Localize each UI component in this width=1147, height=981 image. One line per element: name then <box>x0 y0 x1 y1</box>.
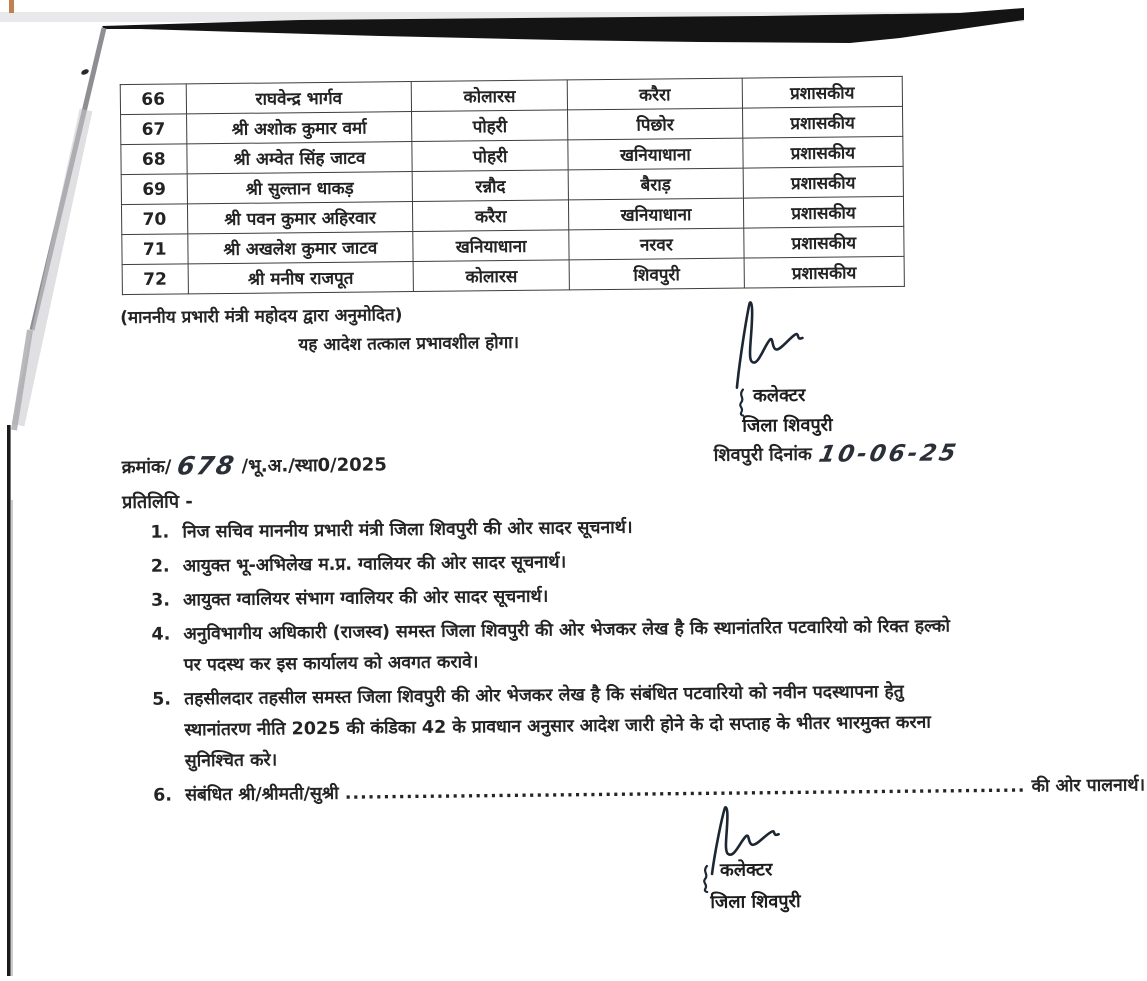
to-tehsil-cell: खनियाधाना <box>568 198 743 230</box>
order-type-cell: प्रशासकीय <box>742 106 903 138</box>
handwritten-date: 10-06-25 <box>816 440 962 468</box>
name-cell: राघवेन्द्र भार्गव <box>186 82 412 114</box>
order-type-cell: प्रशासकीय <box>743 136 904 168</box>
from-tehsil-cell: कोलारस <box>412 80 568 112</box>
date-line <box>713 438 962 468</box>
to-tehsil-cell: खनियाधाना <box>568 138 743 170</box>
from-tehsil-cell: करैरा <box>413 200 569 232</box>
name-cell: श्री पवन कुमार अहिरवार <box>187 202 413 234</box>
copy-item-text: आयुक्त भू-अभिलेख म.प्र. ग्वालियर की ओर सादर सूचनार्थ। <box>182 552 567 577</box>
copy-item <box>150 509 950 548</box>
signature-stroke-icon <box>722 297 823 390</box>
copy-item-text-suffix: की ओर पालनार्थ। <box>1025 775 1146 797</box>
order-type-cell: प्रशासकीय <box>744 226 905 258</box>
copy-item-number: 4. <box>151 624 171 645</box>
serial-cell: 71 <box>122 234 188 265</box>
effective-note: यह आदेश तत्काल प्रभावशील होगा। <box>298 332 520 356</box>
name-cell: श्री अखलेश कुमार जाटव <box>187 232 413 264</box>
from-tehsil-cell: पोहरी <box>412 110 568 142</box>
serial-cell: 67 <box>121 114 187 145</box>
copy-item <box>151 543 951 582</box>
ref-number-line <box>122 447 387 479</box>
to-tehsil-cell: शिवपुरी <box>569 258 744 290</box>
copies-heading: प्रतिलिपि - <box>121 491 193 514</box>
collector-title-bottom: कलेक्टर <box>719 859 773 881</box>
copy-item-number: 2. <box>150 556 170 577</box>
copy-item-number: 1. <box>150 522 170 543</box>
order-type-cell: प्रशासकीय <box>743 196 904 228</box>
from-tehsil-cell: कोलारस <box>413 260 569 292</box>
date-label: शिवपुरी दिनांक <box>713 443 812 466</box>
copy-item-text: अनुविभागीय अधिकारी (राजस्व) समस्त जिला शिवपुरी की ओर भेजकर लेख है कि स्थानांतरित पटवारियो को रिक्त हल्को पर पदस्थ कर इस कार्यालय को अवगत करावे। <box>183 616 951 676</box>
name-cell: श्री सुल्तान धाकड़ <box>187 172 413 204</box>
district-line-top: जिला शिवपुरी <box>742 414 833 437</box>
copy-item <box>151 611 952 681</box>
approved-note: (माननीय प्रभारी मंत्री महोदय द्वारा अनुमोदित) <box>120 305 403 329</box>
copy-item-number: 5. <box>152 689 172 710</box>
copy-item-text: तहसीलदार तहसील समस्त जिला शिवपुरी की ओर भेजकर लेख है कि संबंधित पटवारियो को नवीन पदस्थापना हेतु स्थानांतरण नीति 2025 की कंडिका 42 के प्रावधान अनुसार आदेश जारी होने के दो सप्ताह के भीतर भारमुक्त करना सुनिश्चित करे। <box>184 681 931 772</box>
order-type-cell: प्रशासकीय <box>743 166 904 198</box>
to-tehsil-cell: बैराड़ <box>568 168 743 200</box>
dotted-blank: ......................................................................................... <box>344 776 1026 804</box>
to-tehsil-cell: नरवर <box>569 228 744 260</box>
handwritten-ref-number: 678 <box>174 450 238 481</box>
copy-item-text-prefix: संबंधित श्री/श्रीमती/सुश्री <box>185 783 345 806</box>
to-tehsil-cell: पिछोर <box>568 108 743 140</box>
district-line-bottom: जिला शिवपुरी <box>710 891 801 913</box>
order-type-cell: प्रशासकीय <box>742 76 903 108</box>
name-cell: श्री अम्वेत सिंह जाटव <box>186 142 412 174</box>
order-type-cell: प्रशासकीय <box>744 256 905 288</box>
transfer-table <box>120 76 905 295</box>
copy-item-number: 6. <box>153 785 173 806</box>
from-tehsil-cell: रन्नौद <box>413 170 569 202</box>
name-cell: श्री मनीष राजपूत <box>188 262 414 294</box>
name-cell: श्री अशोक कुमार वर्मा <box>186 112 412 144</box>
copies-list <box>150 509 1146 814</box>
copy-item <box>151 577 951 616</box>
copy-item-text: आयुक्त ग्वालियर संभाग ग्वालियर की ओर सादर सूचनार्थ। <box>183 586 549 611</box>
from-tehsil-cell: पोहरी <box>412 140 568 172</box>
copy-item-text: निज सचिव माननीय प्रभारी मंत्री जिला शिवपुरी की ओर सादर सूचनार्थ। <box>182 517 633 543</box>
from-tehsil-cell: खनियाधाना <box>413 230 569 262</box>
serial-cell: 69 <box>121 174 187 205</box>
serial-cell: 68 <box>121 144 187 175</box>
ref-prefix: क्रमांक/ <box>121 456 172 479</box>
serial-cell: 66 <box>120 84 186 115</box>
copy-item-number: 3. <box>151 590 171 611</box>
serial-cell: 72 <box>122 264 188 295</box>
serial-cell: 70 <box>121 204 187 235</box>
collector-title-top: कलेक्टर <box>752 384 806 407</box>
copy-item <box>153 772 1146 811</box>
ref-suffix: /भू.अ./स्था0/2025 <box>241 454 387 477</box>
copy-item <box>152 676 953 777</box>
to-tehsil-cell: करैरा <box>567 78 742 110</box>
